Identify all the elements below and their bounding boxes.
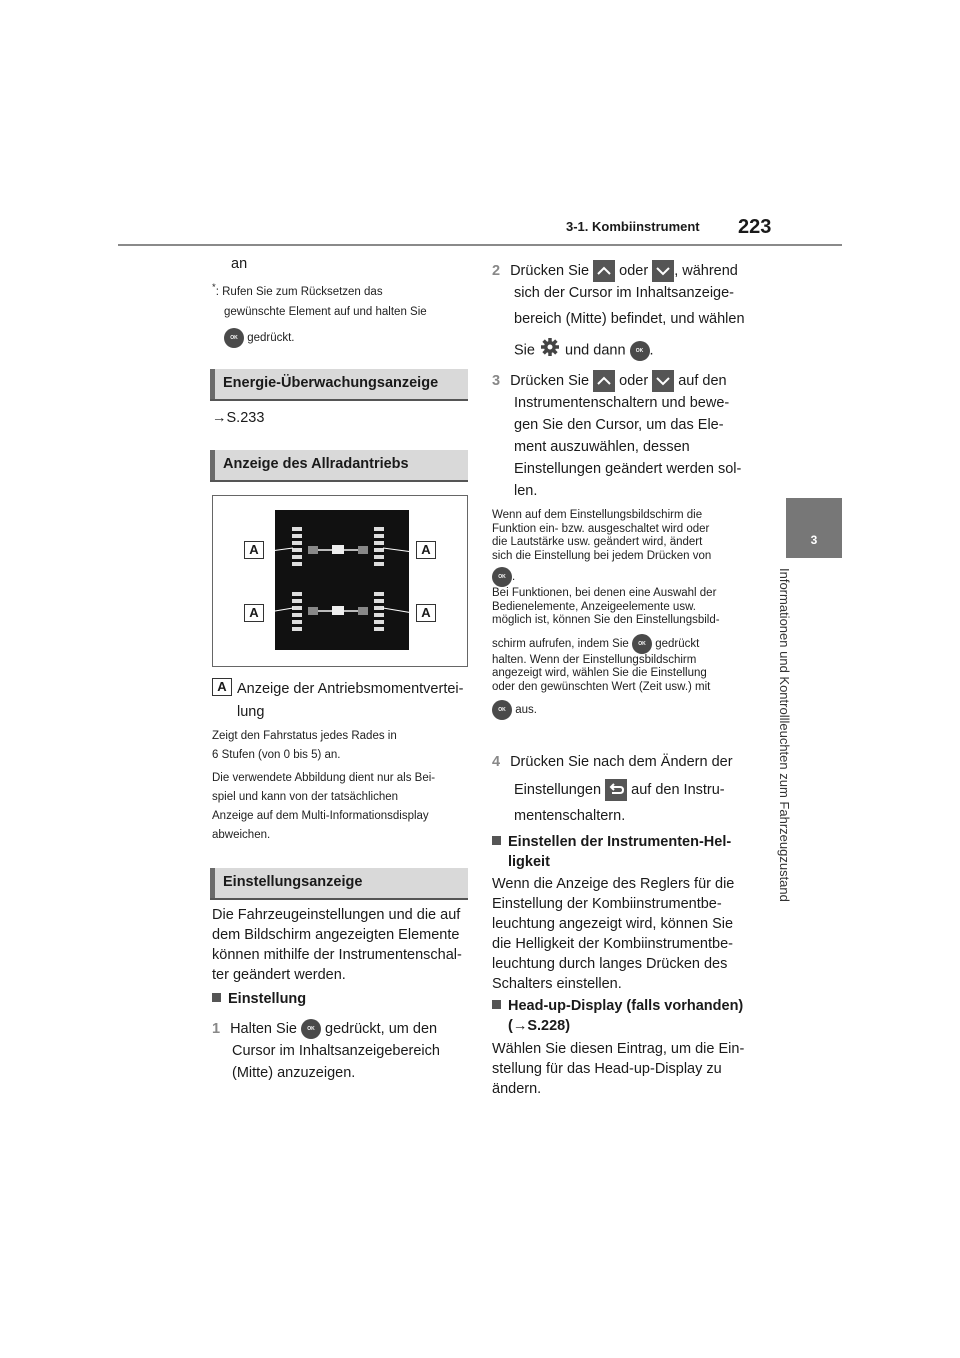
rear-axle <box>308 606 368 615</box>
square-bullet-icon <box>212 993 221 1002</box>
chapter-title: Informationen und Kontrollleuchten zum Fahrzeugzustand <box>777 568 792 902</box>
note-line9b: gedrückt <box>655 637 700 650</box>
section1-reference: →S.233 <box>212 410 265 426</box>
step2-line2: sich der Cursor im Inhaltsanzeige- <box>514 285 735 302</box>
ok-button-icon <box>630 341 650 361</box>
step4-line2a: Einstellungen <box>514 782 602 798</box>
para2-line1: Wenn die Anzeige des Reglers für die <box>492 876 735 892</box>
para2-line6: Schalters einstellen. <box>492 976 622 992</box>
note-line8: möglich ist, können Sie den Einstellungsbild- <box>492 614 720 626</box>
para2-line3: leuchtung angezeigt wird, können Sie <box>492 916 734 932</box>
para-line4: ter geändert werden. <box>212 967 346 983</box>
para3-line2: stellung für das Head-up-Display zu <box>492 1061 722 1077</box>
up-arrow-icon <box>593 370 615 392</box>
callout-label-a: A <box>244 541 264 559</box>
section1-title: Energie-Überwachungsanzeige <box>223 375 439 391</box>
legend-line2: lung <box>237 704 265 720</box>
footnote-line1: : Rufen Sie zum Rücksetzen das <box>215 285 383 298</box>
step4-number: 4 <box>492 754 501 770</box>
section-awd-display <box>210 450 468 480</box>
note-illustration <box>212 769 435 845</box>
ok-button-icon <box>492 567 512 587</box>
sub2-line2: ligkeit <box>508 854 550 870</box>
section-divider <box>210 898 468 900</box>
sub3-line1: Head-up-Display (falls vorhanden) <box>508 998 744 1014</box>
step2-number: 2 <box>492 263 501 279</box>
section-energy-monitor <box>210 369 468 399</box>
legend-text <box>237 679 463 722</box>
note1-line2: 6 Stufen (von 0 bis 5) an. <box>212 749 341 761</box>
ok-button-icon <box>492 700 512 720</box>
step3-number: 3 <box>492 373 501 389</box>
footnote-marker: * <box>212 282 216 293</box>
page-number: 223 <box>738 216 772 238</box>
ok-icon-text: OK <box>638 640 646 647</box>
note-line11: angezeigt wird, wählen Sie die Einstellung <box>492 667 707 679</box>
note1-line1: Zeigt den Fahrstatus jedes Rades in <box>212 730 397 742</box>
ok-icon-text: OK <box>498 574 506 580</box>
settings-note <box>492 509 752 720</box>
down-arrow-icon <box>652 260 674 282</box>
footnote-line3: gedrückt. <box>247 331 295 344</box>
down-arrow-icon <box>652 370 674 392</box>
note-line3: die Lautstärke usw. geändert wird, ändert <box>492 536 703 548</box>
step4-line3: mentenschaltern. <box>514 808 626 825</box>
para3-line1: Wählen Sie diesen Eintrag, um die Ein- <box>492 1041 745 1057</box>
step1-number: 1 <box>212 1021 221 1037</box>
callout-label-a: A <box>416 541 436 559</box>
step4-text-a: Drücken Sie nach dem Ändern der <box>510 754 733 770</box>
note-line9a: schirm aufrufen, indem Sie <box>492 637 629 650</box>
step3-line5: Einstellungen geändert werden sol- <box>514 461 742 478</box>
note-line2: Funktion ein- bzw. ausgeschaltet wird oder <box>492 522 710 535</box>
step1-line3: (Mitte) anzuzeigen. <box>232 1065 356 1081</box>
ok-button-icon <box>632 634 652 654</box>
up-arrow-icon <box>593 260 615 282</box>
back-icon <box>605 779 627 801</box>
sub3-line2: (→S.228) <box>508 1018 571 1034</box>
section-settings-display <box>210 868 468 898</box>
square-bullet-icon <box>492 836 501 845</box>
section3-title: Einstellungsanzeige <box>223 874 363 890</box>
chapter-tab <box>786 498 842 558</box>
step3-text-a: Drücken Sie <box>510 373 590 389</box>
subheading-setting <box>212 989 306 1009</box>
square-bullet-icon <box>492 1000 501 1009</box>
note-line4: sich die Einstellung bei jedem Drücken von <box>492 549 712 562</box>
step1-text-a: Halten Sie <box>230 1021 297 1037</box>
section-divider <box>210 399 468 401</box>
para2-line4: die Helligkeit der Kombiinstrumentbe- <box>492 936 733 952</box>
chapter-number: 3 <box>810 533 818 547</box>
intro-fragment: an <box>231 256 248 272</box>
para-line3: können mithilfe der Instrumentenschal- <box>212 947 462 963</box>
ok-icon-text: OK <box>635 347 644 354</box>
step3-line2: Instrumentenschaltern und bewe- <box>514 395 730 412</box>
ok-icon-text: OK <box>498 707 506 713</box>
awd-figure <box>212 495 468 667</box>
note2-line3: Anzeige auf dem Multi-Informationsdisplay <box>212 810 429 822</box>
note-line1: Wenn auf dem Einstellungsbildschirm die <box>492 509 703 521</box>
step-2 <box>492 260 745 365</box>
ok-icon-text: OK <box>230 334 238 341</box>
subheading-hud <box>492 996 743 1036</box>
step3-line4: ment auszuwählen, dessen <box>514 439 690 456</box>
sub2-line1: Einstellen der Instrumenten-Hel- <box>508 834 732 850</box>
chapter-title-vertical <box>777 568 812 928</box>
awd-diagram <box>213 496 467 666</box>
section2-title: Anzeige des Allradantriebs <box>223 456 409 472</box>
step-4 <box>492 751 733 827</box>
note-line13: aus. <box>515 704 537 717</box>
step1-line2: Cursor im Inhaltsanzeigebereich <box>232 1043 440 1059</box>
front-axle <box>308 545 368 554</box>
para3-line3: ändern. <box>492 1081 542 1097</box>
step4-line2b: auf den Instru- <box>631 782 725 798</box>
step3-text-c: auf den <box>678 373 727 389</box>
footnote <box>212 280 468 348</box>
note2-line1: Die verwendete Abbildung dient nur als Bei- <box>212 772 436 784</box>
ok-icon-text: OK <box>307 1026 315 1033</box>
note2-line2: spiel und kann von der tatsächlichen <box>212 791 399 803</box>
para-line2: dem Bildschirm angezeigten Elemente <box>212 927 460 943</box>
ok-button-icon <box>301 1019 321 1039</box>
settings-paragraph <box>212 905 462 985</box>
callout-label-a: A <box>244 604 264 622</box>
footnote-line2: gewünschte Element auf und halten Sie <box>224 305 427 318</box>
note-line10: halten. Wenn der Einstellungsbildschirm <box>492 653 697 666</box>
hud-paragraph <box>492 1039 744 1099</box>
step2-text-b: oder <box>619 263 649 279</box>
note-line12: oder den gewünschten Wert (Zeit usw.) mit <box>492 680 711 693</box>
step2-text-c: , während <box>674 263 738 279</box>
header-rule <box>118 244 842 246</box>
step1-text-b: gedrückt, um den <box>325 1021 438 1037</box>
note-stages <box>212 727 397 765</box>
para2-line5: leuchtung durch langes Drücken des <box>492 956 728 972</box>
step2-text-a: Drücken Sie <box>510 263 590 279</box>
section-header: 3-1. Kombiinstrument <box>566 219 700 234</box>
note-line5: . <box>512 571 516 584</box>
para-line1: Die Fahrzeugeinstellungen und die auf <box>212 907 461 923</box>
note-line6: Bei Funktionen, bei denen eine Auswahl der <box>492 587 717 599</box>
step3-line3: gen Sie den Cursor, um das Ele- <box>514 417 724 434</box>
note2-line4: abweichen. <box>212 829 271 841</box>
legend-label-a: A <box>212 678 232 696</box>
note-line7: Bedienelemente, Anzeigeelemente usw. <box>492 600 696 613</box>
step2-line4a: Sie <box>514 342 535 359</box>
step3-line6: len. <box>514 483 538 500</box>
step2-line4b: und dann <box>565 342 626 359</box>
para2-line2: Einstellung der Kombiinstrumentbe- <box>492 896 722 912</box>
step2-line3: bereich (Mitte) befindet, und wählen <box>514 311 745 328</box>
legend-line1: Anzeige der Antriebsmomentvertei- <box>237 681 464 697</box>
sub1-title: Einstellung <box>228 991 307 1007</box>
section-divider <box>210 480 468 482</box>
step2-line4c: . <box>649 342 654 359</box>
subheading-brightness <box>492 832 731 872</box>
callout-label-a: A <box>416 604 436 622</box>
ok-button-icon <box>224 328 244 348</box>
gear-icon <box>539 336 561 365</box>
brightness-paragraph <box>492 874 734 994</box>
step-3 <box>492 370 741 502</box>
step3-text-b: oder <box>619 373 649 389</box>
step-1 <box>212 1018 440 1084</box>
